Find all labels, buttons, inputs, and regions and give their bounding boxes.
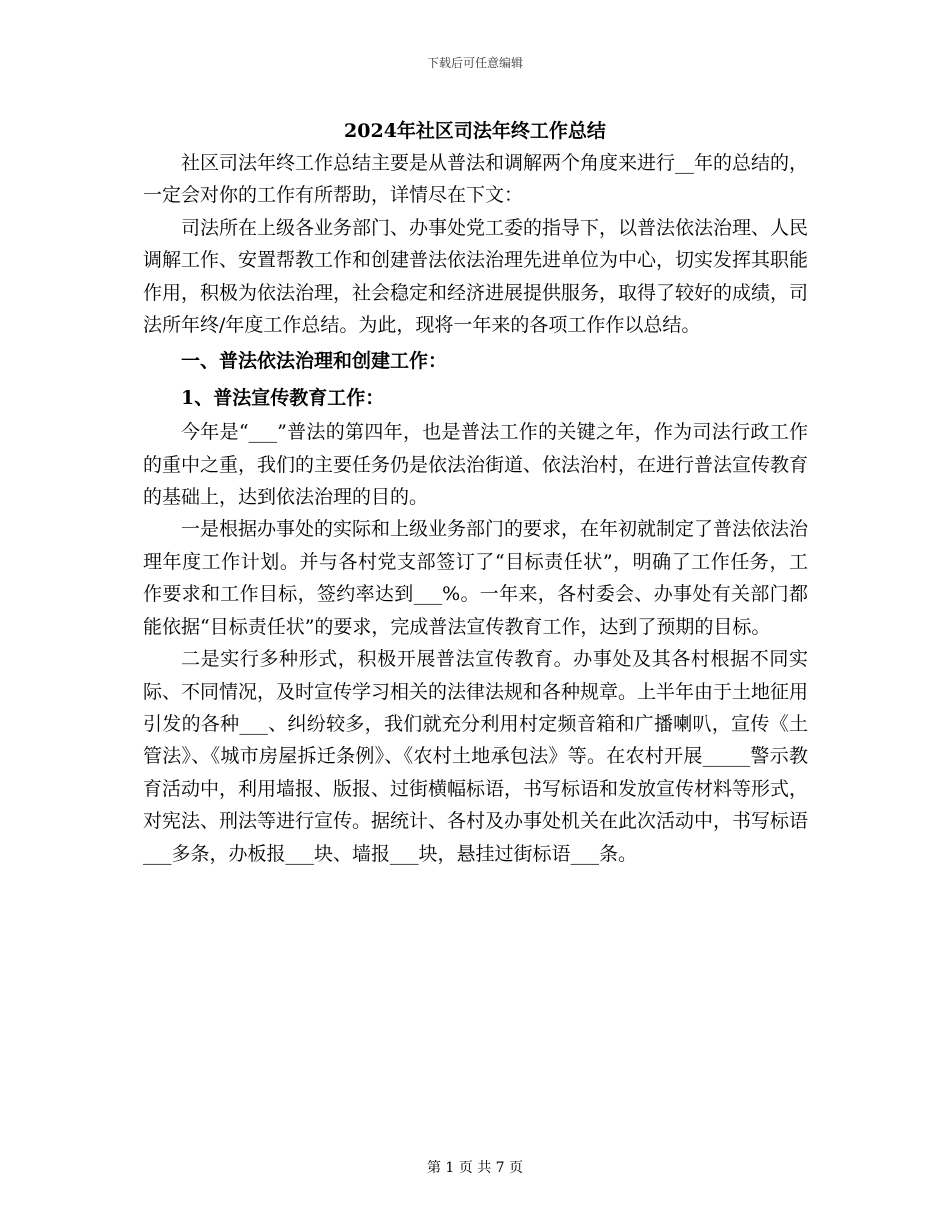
overview-paragraph: 司法所在上级各业务部门、办事处党工委的指导下，以普法依法治理、人民调解工作、安置帮教工作和创建普法依法治理先进单位为中心，切实发挥其职能作用，积极为依法治理，社会稳定和经济进展提供服务，取得了较好的成绩，司法所年终/年度工作总结。为此，现将一年来的各项工作作以总结。 xyxy=(143,216,809,337)
body-paragraph: 二是实行多种形式，积极开展普法宣传教育。办事处及其各村根据不同实际、不同情况，及时宣传学习相关的法律法规和各种规章。上半年由于土地征用引发的各种___、纠纷较多，我们就充分利用村定频音箱和广播喇叭，宣传《土管法》、《城市房屋拆迁条例》、《农村土地承包法》等。在农村开展_____警示教育活动中，利用墙报、版报、过街横幅标语，书写标语和发放宣传材料等形式，对宪法、刑法等进行宣传。据统计、各村及办事处机关在此次活动中，书写标语___多条，办板报___块、墙报___块，悬挂过街标语___条。 xyxy=(143,648,809,865)
page-number-footer: 第 1 页 共 7 页 xyxy=(426,1160,524,1176)
section-heading: 一、普法依法治理和创建工作： xyxy=(181,350,448,373)
document-body xyxy=(143,147,808,870)
document-title: 2024年社区司法年终工作总结 xyxy=(344,120,606,142)
subsection-heading: 1、普法宣传教育工作： xyxy=(181,386,385,409)
page-header-note: 下载后可任意编辑 xyxy=(426,56,523,70)
body-paragraph: 今年是“___”普法的第四年，也是普法工作的关键之年，作为司法行政工作的重中之重，我们的主要任务仍是依法治街道、依法治村，在进行普法宣传教育的基础上，达到依法治理的目的。 xyxy=(143,421,809,509)
intro-paragraph: 社区司法年终工作总结主要是从普法和调解两个角度来进行__年的总结的，一定会对你的工作有所帮助，详情尽在下文： xyxy=(143,152,809,207)
body-paragraph: 一是根据办事处的实际和上级业务部门的要求，在年初就制定了普法依法治理年度工作计划。并与各村党支部签订了“目标责任状”，明确了工作任务，工作要求和工作目标，签约率达到___%。一年来，各村委会、办事处有关部门都能依据“目标责任状”的要求，完成普法宣传教育工作，达到了预期的目标。 xyxy=(143,518,809,638)
